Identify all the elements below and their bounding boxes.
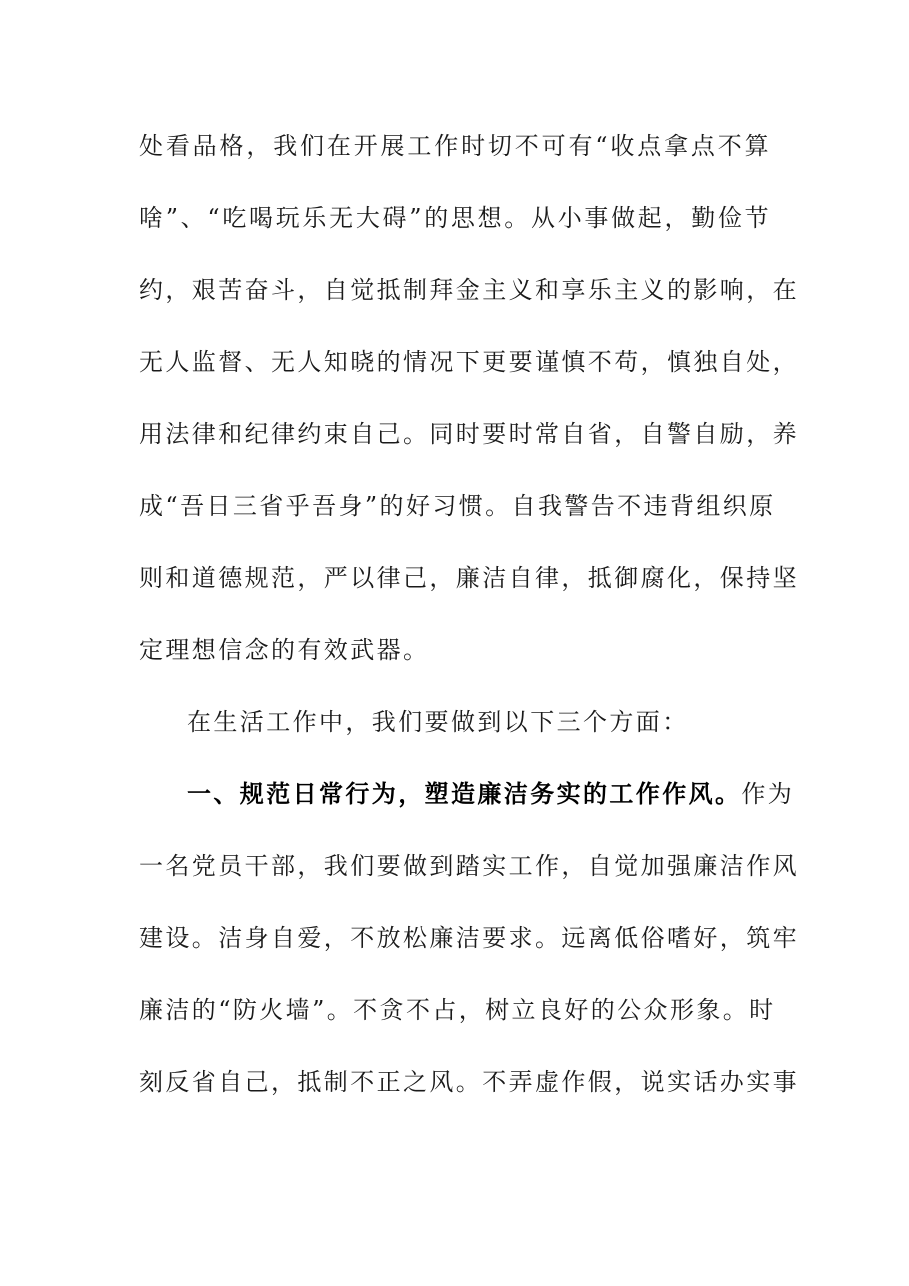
section-heading-line: [187, 774, 795, 814]
section-heading: 一、规范日常行为，塑造廉洁务实的工作作风。: [187, 779, 742, 808]
paragraph-line: 定理想信念的有效武器。: [139, 636, 430, 664]
paragraph-line: 啥”、“吃喝玩乐无大碍”的思想。从小事做起，勤俭节: [139, 204, 771, 232]
paragraph-line: 则和道德规范，严以律己，廉洁自律，抵御腐化，保持坚: [139, 564, 799, 592]
paragraph-line: 无人监督、无人知晓的情况下更要谨慎不苟，慎独自处，: [139, 348, 799, 376]
paragraph-line: 用法律和纪律约束自己。同时要时常自省，自警自励，养: [139, 420, 799, 448]
section-heading-continuation: 作为: [741, 780, 795, 808]
intro-sentence: 在生活工作中，我们要做到以下三个方面：: [187, 708, 689, 736]
paragraph-line: 约，艰苦奋斗，自觉抵制拜金主义和享乐主义的影响，在: [139, 276, 799, 304]
paragraph-line: 廉洁的“防火墙”。不贪不占，树立良好的公众形象。时: [139, 996, 776, 1024]
paragraph-line: 成“吾日三省乎吾身”的好习惯。自我警告不违背组织原: [139, 492, 776, 520]
paragraph-line: 处看品格，我们在开展工作时切不可有“收点拿点不算: [139, 132, 771, 160]
paragraph-line: 建设。洁身自爱，不放松廉洁要求。远离低俗嗜好，筑牢: [139, 924, 799, 952]
paragraph-line: 一名党员干部，我们要做到踏实工作，自觉加强廉洁作风: [139, 852, 799, 880]
paragraph-line: 刻反省自己，抵制不正之风。不弄虚作假，说实话办实事: [139, 1068, 799, 1096]
